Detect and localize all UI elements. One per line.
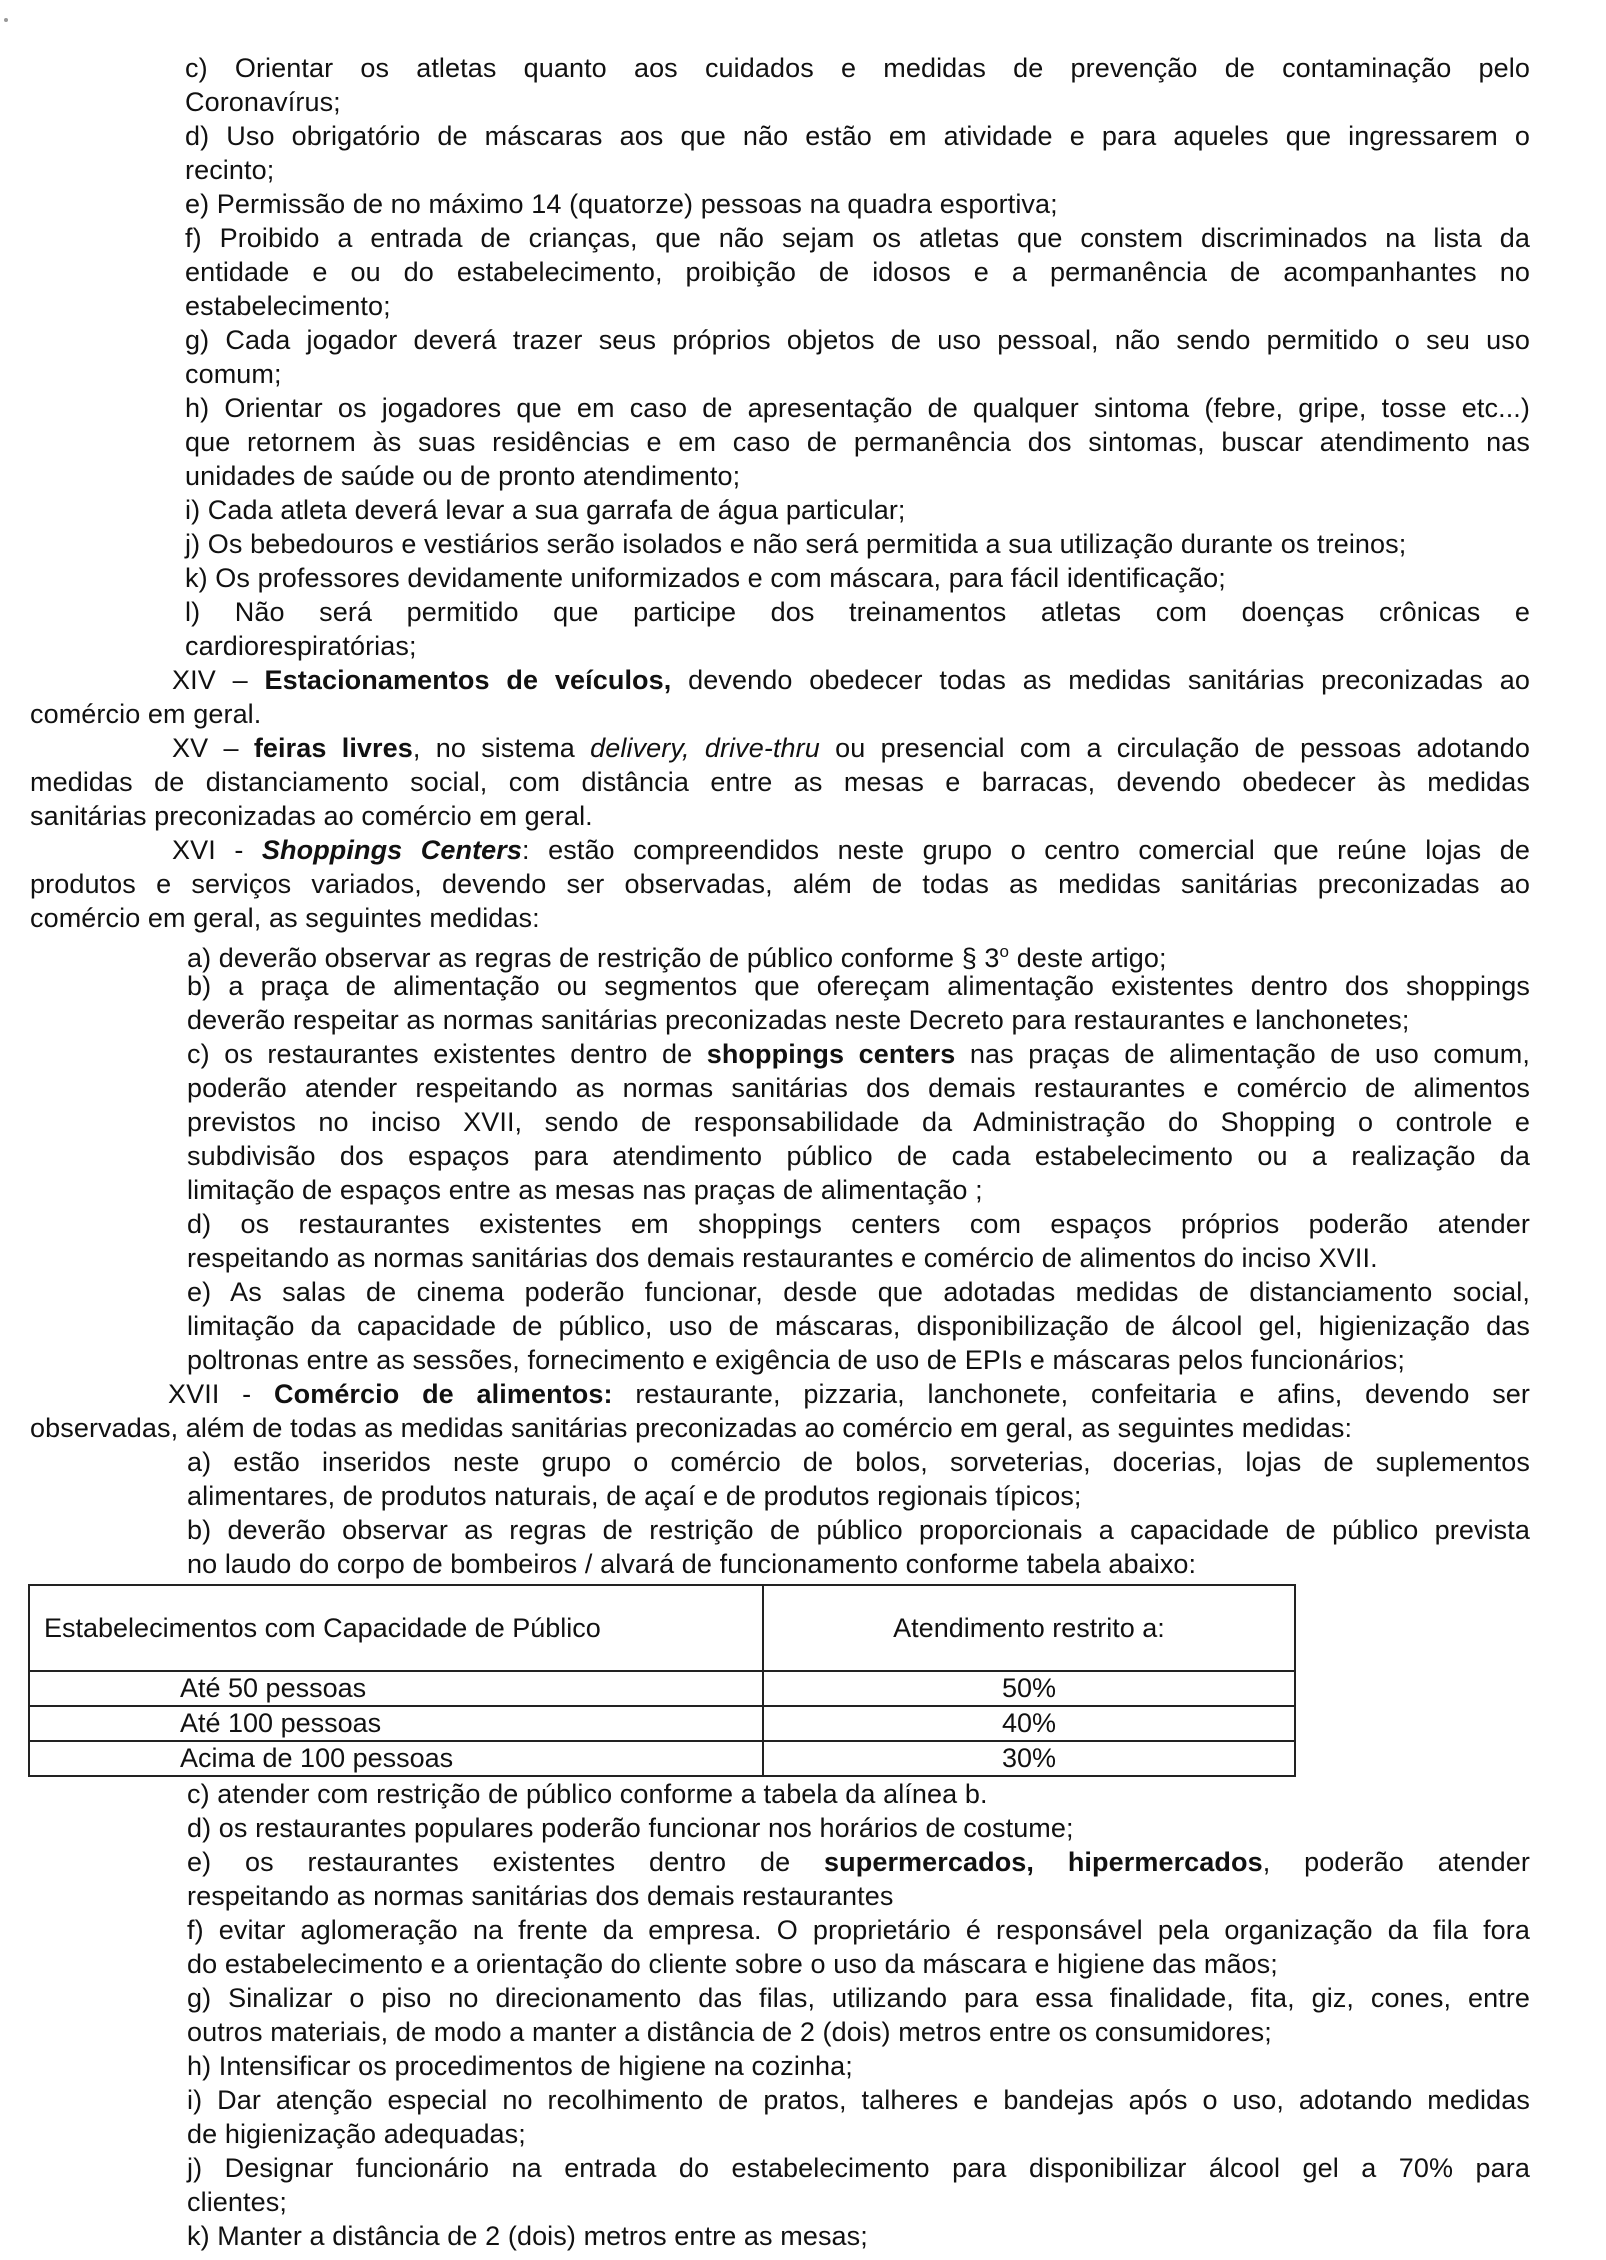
section-xiv-text: devendo obedecer todas as medidas sanitárias preconizadas ao xyxy=(671,665,1531,695)
item-g-line1: g) Cada jogador deverá trazer seus próprios objetos de uso pessoal, não sendo permitido o seu uso xyxy=(185,325,1530,355)
table-header-restriction: Atendimento restrito a: xyxy=(763,1585,1295,1671)
xvii-item-a-line2: alimentares, de produtos naturais, de açaí e de produtos regionais típicos; xyxy=(187,1481,1082,1511)
item-c-line2: Coronavírus; xyxy=(185,87,341,117)
xvi-item-b-line1: b) a praça de alimentação ou segmentos que ofereçam alimentação existentes dentro dos shoppings xyxy=(187,971,1530,1001)
xvi-item-c-line1 xyxy=(187,1038,1530,1070)
table-row xyxy=(29,1741,1295,1776)
item-k: k) Os professores devidamente uniformizados e com máscara, para fácil identificação; xyxy=(185,563,1226,593)
table-cell-percent: 40% xyxy=(763,1706,1295,1741)
table-row xyxy=(29,1671,1295,1706)
table-cell-capacity: Acima de 100 pessoas xyxy=(29,1741,763,1776)
item-h-line3: unidades de saúde ou de pronto atendimento; xyxy=(185,461,741,491)
section-xiv-line2: comércio em geral. xyxy=(30,699,262,729)
xvii-item-f-line2: do estabelecimento e a orientação do cliente sobre o uso da máscara e higiene das mãos; xyxy=(187,1949,1278,1979)
section-xvi-title: Shoppings Centers xyxy=(261,835,523,865)
xvii-item-d: d) os restaurantes populares poderão funcionar nos horários de costume; xyxy=(187,1813,1074,1843)
xvi-item-c-text: c) os restaurantes existentes dentro de xyxy=(187,1039,707,1069)
xvii-item-g-line2: outros materiais, de modo a manter a distância de 2 (dois) metros entre os consumidores; xyxy=(187,2017,1272,2047)
item-g-line2: comum; xyxy=(185,359,282,389)
xvi-item-a-end: deste artigo; xyxy=(1009,943,1167,973)
xvii-item-i-line2: de higienização adequadas; xyxy=(187,2119,526,2149)
section-xvii-line1 xyxy=(168,1378,1530,1410)
section-xvi-text: : estão compreendidos neste grupo o centro comercial que reúne lojas de xyxy=(522,835,1530,865)
xvii-item-i-line1: i) Dar atenção especial no recolhimento de pratos, talheres e bandejas após o uso, adotando medidas xyxy=(187,2085,1530,2115)
section-xv-line2: medidas de distanciamento social, com distância entre as mesas e barracas, devendo obedecer às medidas xyxy=(30,767,1530,797)
section-xv-italic: delivery, drive-thru xyxy=(590,733,820,763)
xvi-item-a-sup: o xyxy=(999,942,1010,961)
section-xv-text-a: , no sistema xyxy=(412,733,591,763)
section-xvii-text: restaurante, pizzaria, lanchonete, confeitaria e afins, devendo ser xyxy=(612,1379,1530,1409)
xvii-item-j-line1: j) Designar funcionário na entrada do estabelecimento para disponibilizar álcool gel a 70% para xyxy=(187,2153,1530,2183)
section-xv-line3: sanitárias preconizadas ao comércio em geral. xyxy=(30,801,593,831)
item-c-line1: c) Orientar os atletas quanto aos cuidados e medidas de prevenção de contaminação pelo xyxy=(185,53,1530,83)
section-xvii-title: Comércio de alimentos: xyxy=(274,1379,613,1409)
item-e: e) Permissão de no máximo 14 (quatorze) pessoas na quadra esportiva; xyxy=(185,189,1058,219)
xvi-item-e-line3: poltronas entre as sessões, fornecimento e exigência de uso de EPIs e máscaras pelos funcionários; xyxy=(187,1345,1405,1375)
xvi-item-e-line1: e) As salas de cinema poderão funcionar, desde que adotadas medidas de distanciamento social, xyxy=(187,1277,1530,1307)
table-row xyxy=(29,1706,1295,1741)
item-f-line3: estabelecimento; xyxy=(185,291,391,321)
section-xv-number: XV – xyxy=(172,733,254,763)
xvi-item-c-line4: subdivisão dos espaços para atendimento público de cada estabelecimento ou a realização da xyxy=(187,1141,1530,1171)
xvii-item-e-bold: supermercados, hipermercados xyxy=(824,1847,1263,1877)
xvii-item-a-line1: a) estão inseridos neste grupo o comércio de bolos, sorveterias, docerias, lojas de suplementos xyxy=(187,1447,1530,1477)
section-xv-text-b: ou presencial com a circulação de pessoas adotando xyxy=(819,733,1530,763)
xvi-item-a-text: a) deverão observar as regras de restrição de público conforme § 3 xyxy=(187,943,1000,973)
table-header-capacity: Estabelecimentos com Capacidade de Público xyxy=(29,1585,763,1671)
xvii-item-c: c) atender com restrição de público conforme a tabela da alínea b. xyxy=(187,1779,988,1809)
xvii-item-h: h) Intensificar os procedimentos de higiene na cozinha; xyxy=(187,2051,853,2081)
section-xv-line1 xyxy=(172,732,1530,764)
item-j: j) Os bebedouros e vestiários serão isolados e não será permitida a sua utilização durante os treinos; xyxy=(185,529,1407,559)
xvi-item-c-end: nas praças de alimentação de uso comum, xyxy=(955,1039,1530,1069)
item-f-line2: entidade e ou do estabelecimento, proibição de idosos e a permanência de acompanhantes no xyxy=(185,257,1530,287)
xvii-item-g-line1: g) Sinalizar o piso no direcionamento das filas, utilizando para essa finalidade, fita, giz, cones, entre xyxy=(187,1983,1530,2013)
xvii-item-b-line1: b) deverão observar as regras de restrição de público proporcionais a capacidade de público prevista xyxy=(187,1515,1530,1545)
section-xv-title: feiras livres xyxy=(253,733,413,763)
scan-speck xyxy=(4,18,8,22)
section-xiv-title: Estacionamentos de veículos, xyxy=(264,665,672,695)
item-l-line2: cardiorespiratórias; xyxy=(185,631,417,661)
item-i: i) Cada atleta deverá levar a sua garrafa de água particular; xyxy=(185,495,906,525)
xvi-item-c-line5: limitação de espaços entre as mesas nas praças de alimentação ; xyxy=(187,1175,983,1205)
xvi-item-d-line1: d) os restaurantes existentes em shoppings centers com espaços próprios poderão atender xyxy=(187,1209,1530,1239)
xvii-item-k: k) Manter a distância de 2 (dois) metros entre as mesas; xyxy=(187,2221,868,2251)
xvi-item-c-line2: poderão atender respeitando as normas sanitárias dos demais restaurantes e comércio de alimentos xyxy=(187,1073,1530,1103)
xvi-item-e-line2: limitação da capacidade de público, uso de máscaras, disponibilização de álcool gel, higienização das xyxy=(187,1311,1530,1341)
table-cell-capacity: Até 50 pessoas xyxy=(29,1671,763,1706)
section-xvii-line2: observadas, além de todas as medidas sanitárias preconizadas ao comércio em geral, as seguintes medidas: xyxy=(30,1413,1353,1443)
table-header-row xyxy=(29,1585,1295,1671)
section-xvi-line1 xyxy=(172,834,1530,866)
item-d-line2: recinto; xyxy=(185,155,275,185)
table-cell-capacity: Até 100 pessoas xyxy=(29,1706,763,1741)
xvi-item-d-line2: respeitando as normas sanitárias dos demais restaurantes e comércio de alimentos do inciso XVII. xyxy=(187,1243,1378,1273)
xvi-item-c-bold: shoppings centers xyxy=(706,1039,956,1069)
xvii-item-e-line2: respeitando as normas sanitárias dos demais restaurantes xyxy=(187,1881,894,1911)
xvii-item-e-end: , poderão atender xyxy=(1262,1847,1531,1877)
section-xvi-line2: produtos e serviços variados, devendo ser observadas, além de todas as medidas sanitárias preconizadas ao xyxy=(30,869,1530,899)
table-cell-percent: 50% xyxy=(763,1671,1295,1706)
item-d-line1: d) Uso obrigatório de máscaras aos que não estão em atividade e para aqueles que ingressarem o xyxy=(185,121,1530,151)
item-h-line1: h) Orientar os jogadores que em caso de apresentação de qualquer sintoma (febre, gripe, tosse etc...) xyxy=(185,393,1530,423)
section-xiv-number: XIV – xyxy=(172,665,265,695)
section-xvi-number: XVI - xyxy=(172,835,262,865)
capacity-table xyxy=(28,1584,1296,1777)
item-l-line1: l) Não será permitido que participe dos treinamentos atletas com doenças crônicas e xyxy=(185,597,1530,627)
xvii-item-j-line2: clientes; xyxy=(187,2187,287,2217)
section-xvi-line3: comércio em geral, as seguintes medidas: xyxy=(30,903,540,933)
item-h-line2: que retornem às suas residências e em caso de permanência dos sintomas, buscar atendimento nas xyxy=(185,427,1530,457)
xvi-item-a xyxy=(187,936,1167,974)
xvii-item-e-line1 xyxy=(187,1846,1530,1878)
xvi-item-c-line3: previstos no inciso XVII, sendo de responsabilidade da Administração do Shopping o controle e xyxy=(187,1107,1530,1137)
item-f-line1: f) Proibido a entrada de crianças, que não sejam os atletas que constem discriminados na lista da xyxy=(185,223,1530,253)
xvii-item-e-text: e) os restaurantes existentes dentro de xyxy=(187,1847,825,1877)
xvi-item-b-line2: deverão respeitar as normas sanitárias preconizadas neste Decreto para restaurantes e lanchonetes; xyxy=(187,1005,1410,1035)
section-xvii-number: XVII - xyxy=(168,1379,275,1409)
section-xiv-line1 xyxy=(172,664,1530,696)
table-cell-percent: 30% xyxy=(763,1741,1295,1776)
xvii-item-b-line2: no laudo do corpo de bombeiros / alvará de funcionamento conforme tabela abaixo: xyxy=(187,1549,1197,1579)
xvii-item-f-line1: f) evitar aglomeração na frente da empresa. O proprietário é responsável pela organização da fila fora xyxy=(187,1915,1530,1945)
